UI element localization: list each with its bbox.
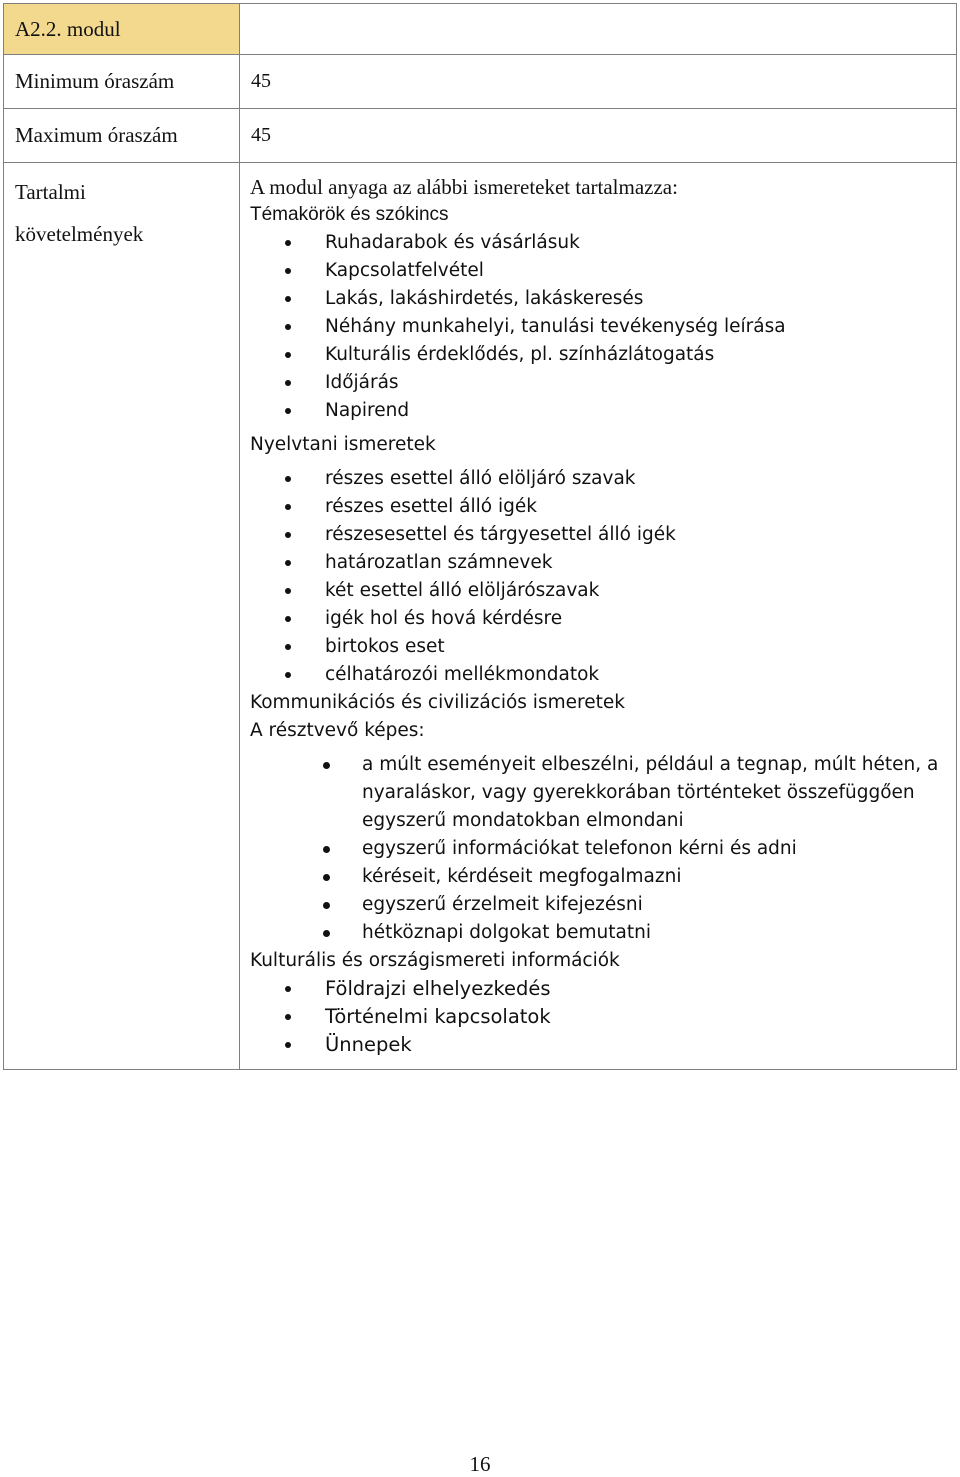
module-title: A2.2. modul bbox=[4, 4, 240, 55]
content-label-line1: Tartalmi bbox=[15, 180, 86, 204]
list-item: részes esettel álló igék bbox=[250, 493, 956, 521]
min-hours-value: 45 bbox=[240, 55, 957, 109]
communication-heading: Kommunikációs és civilizációs ismeretek bbox=[250, 692, 625, 713]
list-item: Kulturális érdeklődés, pl. színházlátogatás bbox=[250, 341, 956, 369]
list-item: célhatározói mellékmondatok bbox=[250, 661, 956, 689]
culture-list bbox=[250, 975, 956, 1059]
module-title-empty-cell bbox=[240, 4, 957, 55]
list-item: Időjárás bbox=[250, 369, 956, 397]
grammar-list bbox=[250, 465, 956, 689]
list-item: részesesettel és tárgyesettel álló igék bbox=[250, 521, 956, 549]
list-item: két esettel álló elöljárószavak bbox=[250, 577, 956, 605]
list-item: a múlt eseményeit elbeszélni, például a tegnap, múlt héten, a nyaraláskor, vagy gyerekkorában történteket összefüggően egyszerű mondatokban elmondani bbox=[250, 751, 956, 835]
communication-list bbox=[250, 751, 956, 947]
list-item: Napirend bbox=[250, 397, 956, 425]
list-item: részes esettel álló elöljáró szavak bbox=[250, 465, 956, 493]
max-hours-value: 45 bbox=[240, 109, 957, 163]
content-requirements-label bbox=[4, 163, 240, 1070]
topics-list bbox=[250, 229, 956, 425]
max-hours-label: Maximum óraszám bbox=[4, 109, 240, 163]
page-number: 16 bbox=[469, 1452, 491, 1476]
list-item: Néhány munkahelyi, tanulási tevékenység leírása bbox=[250, 313, 956, 341]
culture-heading: Kulturális és országismereti információk bbox=[250, 950, 620, 971]
grammar-heading: Nyelvtani ismeretek bbox=[250, 434, 436, 455]
list-item: Ünnepek bbox=[250, 1031, 956, 1059]
communication-subheading: A résztvevő képes: bbox=[250, 720, 425, 741]
content-intro: A modul anyaga az alábbi ismereteket tartalmazza: bbox=[250, 175, 678, 199]
list-item: Ruhadarabok és vásárlásuk bbox=[250, 229, 956, 257]
list-item: határozatlan számnevek bbox=[250, 549, 956, 577]
list-item: Kapcsolatfelvétel bbox=[250, 257, 956, 285]
list-item: Történelmi kapcsolatok bbox=[250, 1003, 956, 1031]
min-hours-label: Minimum óraszám bbox=[4, 55, 240, 109]
list-item: hétköznapi dolgokat bemutatni bbox=[250, 919, 956, 947]
topics-heading: Témakörök és szókincs bbox=[250, 204, 449, 225]
list-item: egyszerű érzelmeit kifejezésni bbox=[250, 891, 956, 919]
list-item: Földrajzi elhelyezkedés bbox=[250, 975, 956, 1003]
list-item: kéréseit, kérdéseit megfogalmazni bbox=[250, 863, 956, 891]
module-table bbox=[3, 3, 957, 1070]
list-item: egyszerű információkat telefonon kérni és adni bbox=[250, 835, 956, 863]
list-item: igék hol és hová kérdésre bbox=[250, 605, 956, 633]
list-item: Lakás, lakáshirdetés, lakáskeresés bbox=[250, 285, 956, 313]
content-requirements bbox=[240, 163, 957, 1070]
list-item: birtokos eset bbox=[250, 633, 956, 661]
content-label-line2: követelmények bbox=[15, 222, 144, 246]
